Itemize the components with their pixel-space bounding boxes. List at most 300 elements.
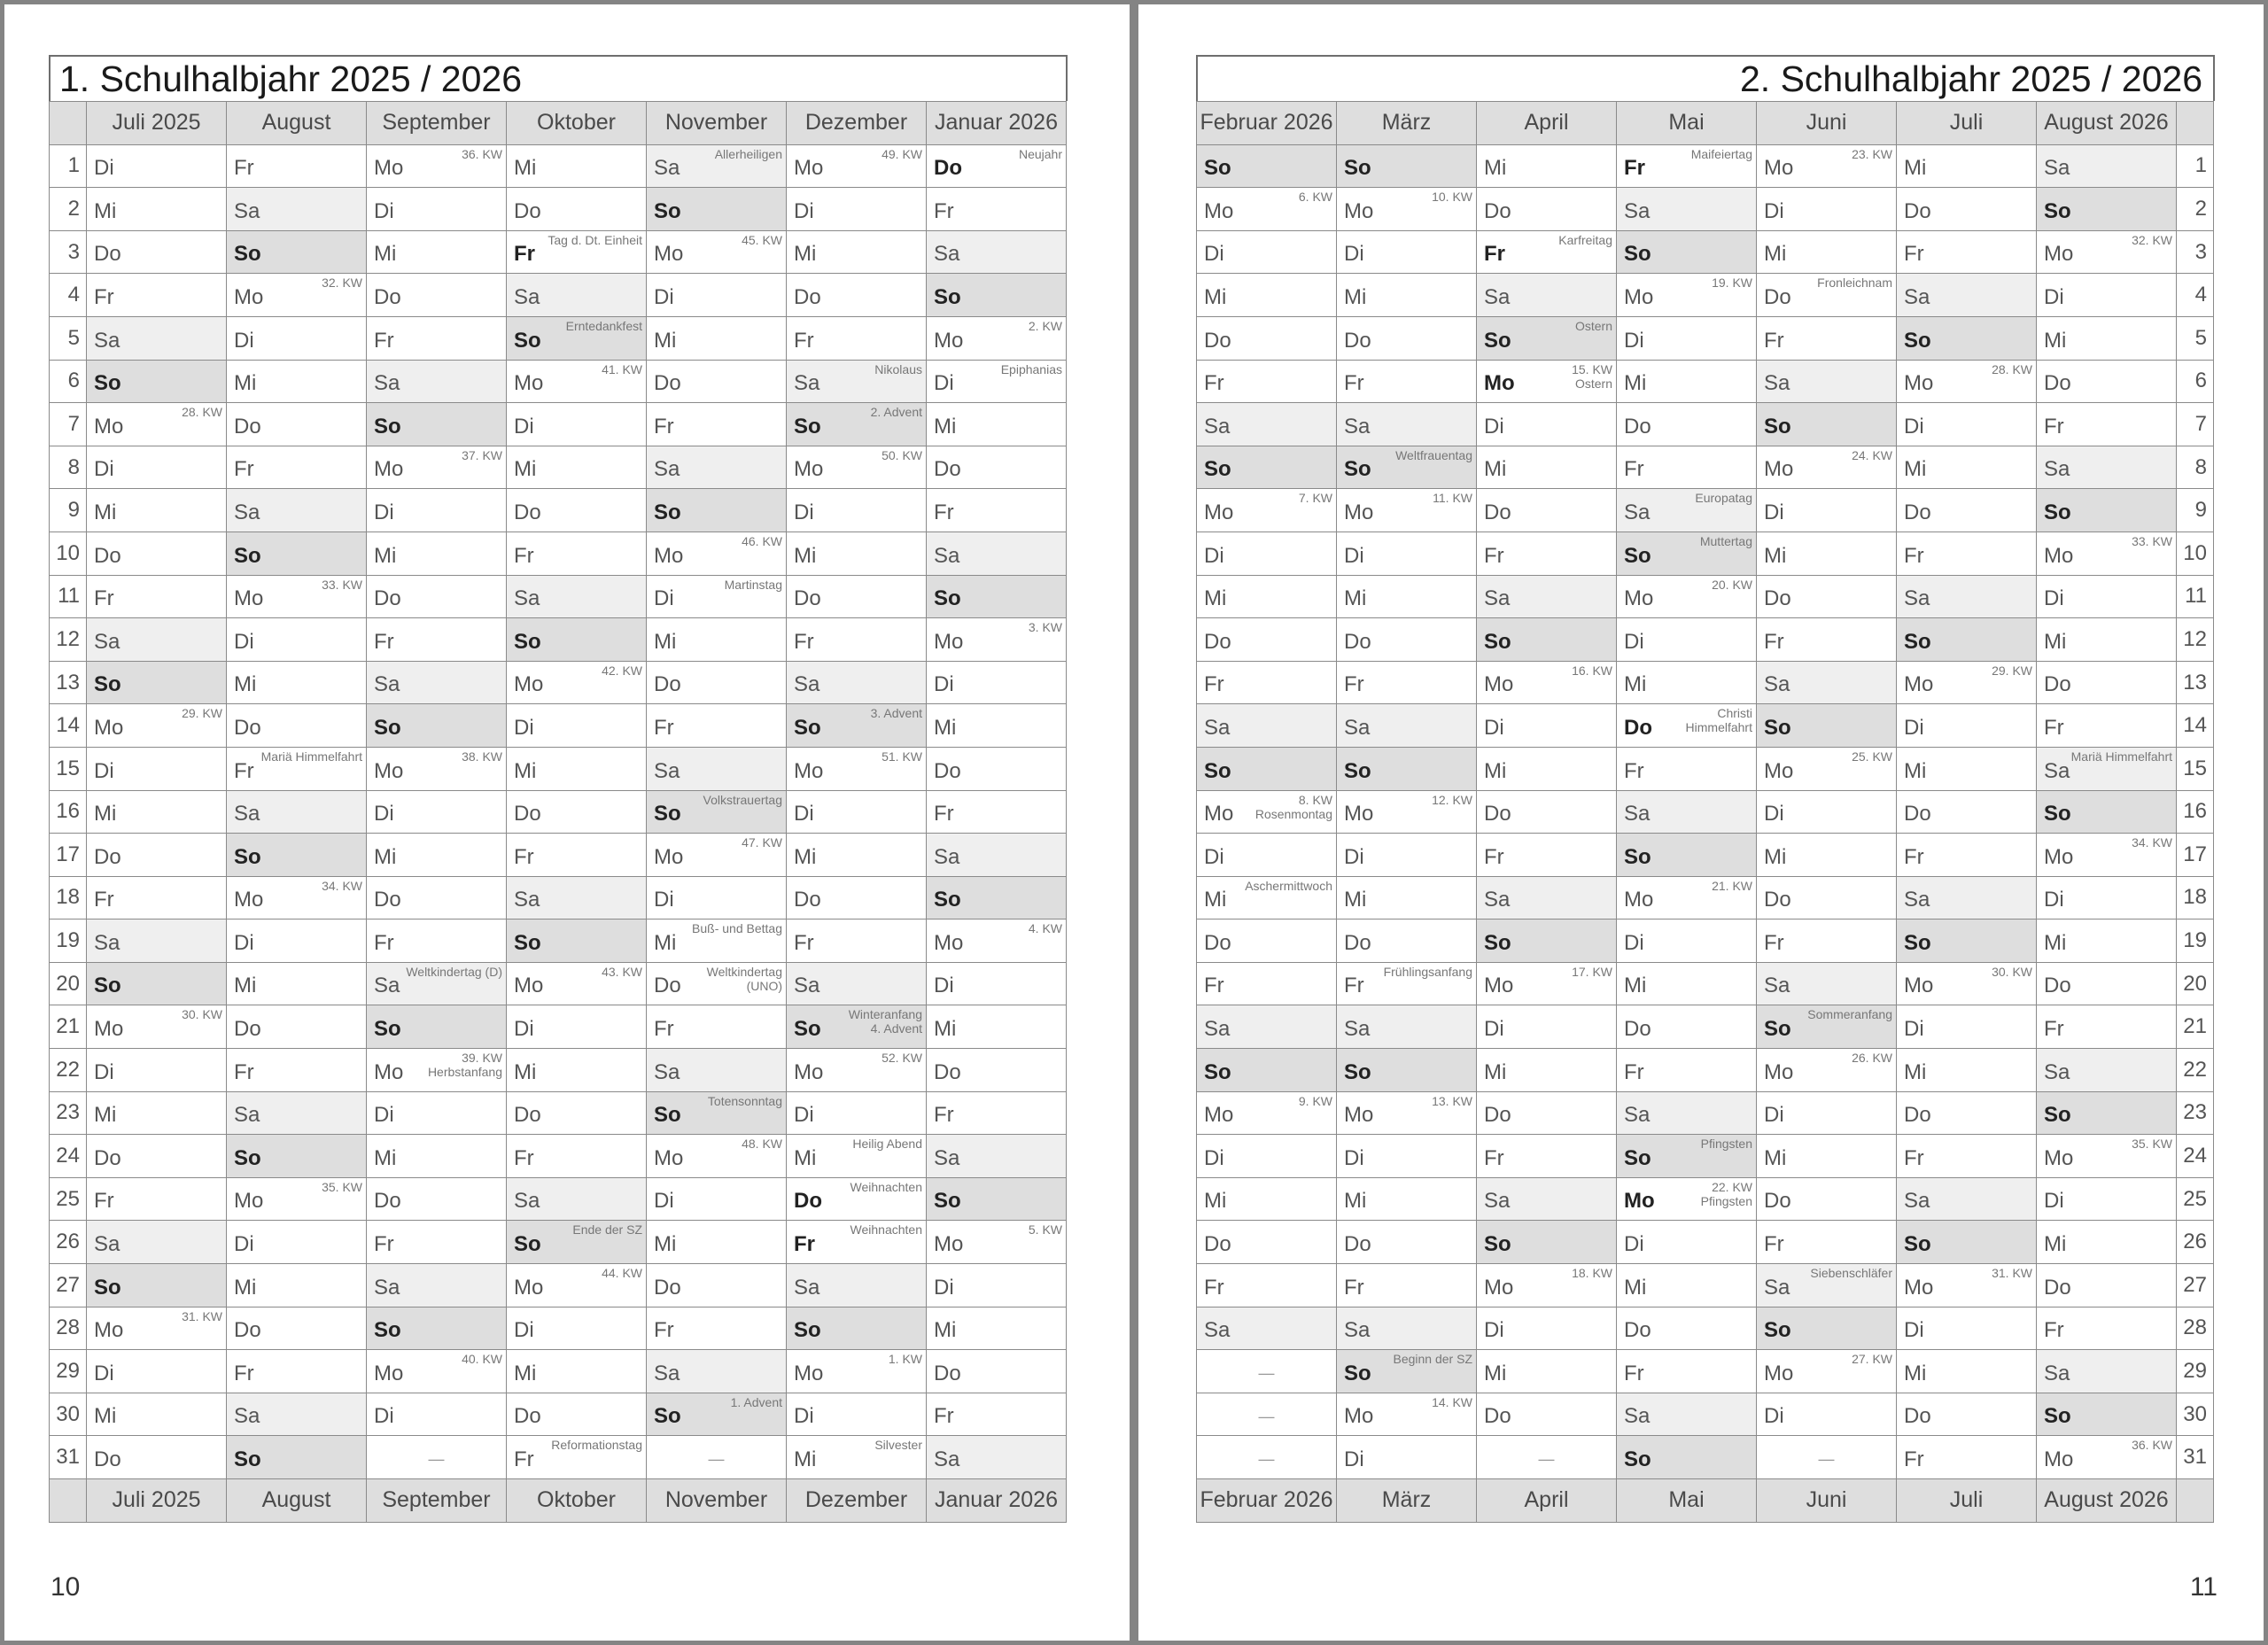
calendar-day-cell — [927, 1221, 1067, 1264]
weekday-label: Mi — [234, 371, 257, 396]
weekday-label: Do — [1484, 198, 1511, 223]
weekday-label: Sa — [794, 1275, 820, 1300]
weekday-label: Do — [1904, 198, 1931, 223]
weekday-label: Fr — [1484, 1145, 1504, 1170]
day-annotation: 51. KW — [882, 749, 922, 764]
weekday-label: Mo — [1204, 802, 1234, 826]
calendar-day-cell — [87, 1135, 227, 1178]
calendar-day-cell — [647, 1221, 787, 1264]
day-row — [1197, 274, 2214, 317]
calendar-day-cell — [927, 876, 1067, 919]
calendar-day-cell — [87, 1350, 227, 1393]
calendar-day-cell — [1757, 1221, 1897, 1264]
calendar-day-cell — [367, 834, 507, 877]
weekday-label: Fr — [1204, 1275, 1224, 1300]
weekday-label: Sa — [514, 888, 540, 912]
calendar-day-cell — [367, 919, 507, 963]
calendar-day-cell — [227, 1221, 367, 1264]
calendar-day-cell — [507, 316, 647, 360]
day-number: 15 — [50, 747, 87, 790]
calendar-day-cell — [1197, 1091, 1337, 1135]
calendar-day-cell — [227, 316, 367, 360]
calendar-day-cell — [2037, 919, 2177, 963]
calendar-day-cell — [1897, 1307, 2037, 1350]
day-annotation: 21. KW — [1712, 878, 1752, 893]
weekday-label: Sa — [94, 328, 120, 353]
day-number: 30 — [2177, 1393, 2214, 1436]
day-row — [50, 489, 1067, 532]
calendar-day-cell — [1757, 489, 1897, 532]
weekday-label: So — [1344, 1059, 1371, 1084]
weekday-label: Sa — [374, 974, 400, 998]
day-annotation: Siebenschläfer — [1810, 1266, 1892, 1281]
weekday-label: So — [654, 198, 681, 223]
calendar-day-cell — [2037, 661, 2177, 704]
day-annotation: 35. KW — [322, 1179, 362, 1194]
weekday-label: Sa — [1204, 1318, 1231, 1343]
weekday-label: Fr — [1624, 758, 1644, 783]
weekday-label: Sa — [234, 500, 260, 524]
weekday-label: Mi — [234, 672, 257, 697]
calendar-day-cell — [87, 230, 227, 274]
day-row — [50, 1049, 1067, 1092]
calendar-day-cell — [1477, 661, 1617, 704]
day-row — [50, 316, 1067, 360]
weekday-label: Do — [1204, 328, 1231, 353]
calendar-day-cell — [1757, 962, 1897, 1005]
weekday-label: Di — [1764, 500, 1784, 524]
day-row — [50, 1350, 1067, 1393]
weekday-label: Sa — [654, 758, 680, 783]
weekday-label: Do — [934, 1361, 961, 1385]
day-row — [50, 618, 1067, 662]
day-row — [1197, 1177, 2214, 1221]
weekday-label: So — [1344, 457, 1371, 482]
day-annotation: 41. KW — [602, 361, 642, 376]
day-row — [1197, 834, 2214, 877]
calendar-day-cell — [1757, 618, 1897, 662]
calendar-day-cell — [1337, 1264, 1477, 1307]
weekday-label: Fr — [934, 198, 954, 223]
empty-day-marker: — — [1258, 1364, 1275, 1383]
calendar-day-cell — [1617, 790, 1757, 834]
day-row — [50, 962, 1067, 1005]
weekday-label: Sa — [374, 371, 400, 396]
calendar-day-cell — [367, 489, 507, 532]
day-annotation: Pfingsten — [1700, 1137, 1752, 1152]
calendar-day-cell — [1617, 1264, 1757, 1307]
empty-day-marker: — — [708, 1450, 725, 1469]
day-number: 13 — [50, 661, 87, 704]
day-annotation: 2. KW — [1028, 318, 1062, 333]
calendar-day-cell — [1337, 1049, 1477, 1092]
calendar-day-cell — [1477, 360, 1617, 403]
weekday-label: Sa — [1344, 1318, 1371, 1343]
weekday-label: So — [1484, 629, 1511, 654]
calendar-day-cell — [1617, 575, 1757, 618]
weekday-label: Di — [1484, 1318, 1504, 1343]
weekday-label: So — [794, 414, 821, 438]
weekday-label: Do — [1764, 284, 1791, 309]
day-annotation: 28. KW — [182, 405, 222, 420]
weekday-label: Di — [654, 284, 674, 309]
calendar-day-cell — [1477, 316, 1617, 360]
calendar-day-cell — [1477, 919, 1617, 963]
day-number: 16 — [50, 790, 87, 834]
day-annotation: Buß- und Bettag — [692, 921, 782, 936]
calendar-day-cell — [507, 1436, 647, 1479]
calendar-day-cell — [2037, 790, 2177, 834]
calendar-day-cell — [507, 1307, 647, 1350]
weekday-label: Mo — [654, 543, 684, 568]
month-header: April — [1477, 102, 1617, 145]
calendar-day-cell — [1477, 144, 1617, 188]
day-row — [1197, 360, 2214, 403]
weekday-label: Do — [2044, 1275, 2071, 1300]
day-annotation: 1. KW — [888, 1352, 922, 1367]
weekday-label: Sa — [1624, 500, 1651, 524]
weekday-label: Mi — [1204, 586, 1227, 611]
month-header: Januar 2026 — [927, 1479, 1067, 1523]
calendar-day-cell — [227, 360, 367, 403]
calendar-day-cell — [1337, 704, 1477, 748]
weekday-label: Mi — [654, 629, 677, 654]
day-annotation: 29. KW — [1992, 663, 2032, 678]
day-number: 19 — [50, 919, 87, 963]
calendar-day-cell — [2037, 1005, 2177, 1049]
weekday-label: Mo — [514, 974, 544, 998]
calendar-day-cell — [787, 1091, 927, 1135]
day-annotation: Ostern — [1574, 318, 1612, 333]
day-number: 1 — [50, 144, 87, 188]
calendar-day-cell — [1897, 1049, 2037, 1092]
weekday-label: Do — [514, 500, 541, 524]
calendar-day-cell — [367, 144, 507, 188]
day-annotation: Ende der SZ — [572, 1222, 642, 1238]
weekday-label: Fr — [374, 1232, 394, 1257]
calendar-day-cell — [1617, 834, 1757, 877]
day-annotation: Europatag — [1695, 491, 1752, 506]
weekday-label: Mi — [514, 758, 537, 783]
calendar-day-cell — [647, 704, 787, 748]
day-row — [50, 919, 1067, 963]
day-number: 14 — [50, 704, 87, 748]
calendar-day-cell — [1337, 1436, 1477, 1479]
calendar-day-cell — [1477, 188, 1617, 231]
weekday-label: Di — [934, 974, 954, 998]
calendar-day-cell — [1897, 747, 2037, 790]
calendar-day-cell — [1897, 790, 2037, 834]
calendar-day-cell — [927, 144, 1067, 188]
day-annotation: 29. KW — [182, 706, 222, 721]
weekday-label: Sa — [514, 284, 540, 309]
calendar-day-cell — [787, 446, 927, 489]
weekday-label: Di — [654, 1189, 674, 1214]
calendar-day-cell — [1897, 360, 2037, 403]
weekday-label: Mi — [1484, 457, 1507, 482]
day-annotation: Mariä Himmelfahrt — [2070, 749, 2172, 764]
day-annotation: 32. KW — [2132, 232, 2172, 247]
weekday-label: Mi — [794, 844, 817, 869]
calendar-day-cell — [2037, 360, 2177, 403]
weekday-label: Mo — [1764, 1361, 1794, 1385]
weekday-label: Di — [94, 1361, 114, 1385]
day-row — [50, 704, 1067, 748]
calendar-day-cell — [2037, 316, 2177, 360]
calendar-day-cell — [1337, 790, 1477, 834]
weekday-label: Mi — [514, 156, 537, 181]
weekday-label: Do — [1484, 1103, 1511, 1128]
day-row — [50, 790, 1067, 834]
weekday-label: Do — [934, 457, 961, 482]
weekday-label: Mi — [1764, 543, 1787, 568]
day-row — [50, 834, 1067, 877]
weekday-label: So — [374, 1017, 401, 1042]
weekday-label: Di — [1204, 543, 1224, 568]
weekday-label: Mi — [1624, 371, 1647, 396]
weekday-label: Fr — [1904, 242, 1924, 267]
day-number: 31 — [2177, 1436, 2214, 1479]
weekday-label: Mi — [1904, 156, 1927, 181]
weekday-label: Sa — [1904, 888, 1930, 912]
calendar-day-cell — [787, 1436, 927, 1479]
day-number: 29 — [2177, 1350, 2214, 1393]
weekday-label: Sa — [1904, 586, 1930, 611]
calendar-day-cell — [1337, 747, 1477, 790]
weekday-label: Mi — [1764, 1145, 1787, 1170]
weekday-label: Sa — [654, 156, 680, 181]
weekday-label: Di — [934, 371, 954, 396]
weekday-label: So — [1904, 1232, 1931, 1257]
calendar-day-cell — [227, 704, 367, 748]
weekday-label: So — [2044, 198, 2071, 223]
calendar-day-cell — [87, 876, 227, 919]
calendar-day-cell — [1897, 704, 2037, 748]
calendar-day-cell — [87, 1005, 227, 1049]
empty-day-marker: — — [1538, 1450, 1555, 1469]
calendar-day-cell — [227, 188, 367, 231]
weekday-label: Mo — [514, 371, 544, 396]
weekday-label: Mi — [1204, 284, 1227, 309]
weekday-label: So — [2044, 500, 2071, 524]
calendar-day-cell — [1337, 834, 1477, 877]
weekday-label: Do — [654, 974, 681, 998]
calendar-day-cell — [787, 1264, 927, 1307]
weekday-label: Do — [1904, 1404, 1931, 1429]
weekday-label: Fr — [374, 930, 394, 955]
day-annotation: 19. KW — [1712, 275, 1752, 291]
weekday-label: Do — [1344, 328, 1371, 353]
calendar-day-cell — [1477, 962, 1617, 1005]
day-row — [50, 1436, 1067, 1479]
weekday-label: Sa — [1764, 672, 1790, 697]
calendar-day-cell — [367, 316, 507, 360]
calendar-day-cell — [1197, 575, 1337, 618]
calendar-day-cell — [1337, 1091, 1477, 1135]
weekday-label: Mo — [234, 586, 264, 611]
calendar-day-cell — [1757, 575, 1897, 618]
weekday-label: Fr — [234, 1059, 254, 1084]
calendar-day-cell — [647, 962, 787, 1005]
calendar-day-cell — [1197, 188, 1337, 231]
calendar-day-cell — [227, 1307, 367, 1350]
calendar-day-cell — [227, 1049, 367, 1092]
calendar-day-cell — [227, 790, 367, 834]
day-annotation: 28. KW — [1992, 361, 2032, 376]
calendar-day-cell — [1477, 1307, 1617, 1350]
weekday-label: Sa — [2044, 1059, 2070, 1084]
month-header: Juni — [1757, 102, 1897, 145]
weekday-label: So — [1484, 1232, 1511, 1257]
calendar-day-cell — [227, 446, 367, 489]
weekday-label: Sa — [934, 1145, 960, 1170]
weekday-label: Do — [1764, 1189, 1791, 1214]
weekday-label: Di — [1624, 328, 1644, 353]
weekday-label: Mi — [1764, 242, 1787, 267]
day-annotation: Allerheiligen — [714, 146, 782, 161]
calendar-day-cell — [367, 747, 507, 790]
calendar-day-cell — [2037, 1264, 2177, 1307]
weekday-label: Di — [2044, 586, 2064, 611]
day-annotation: 13. KW — [1432, 1093, 1472, 1108]
weekday-label: Do — [234, 1318, 261, 1343]
calendar-day-cell — [1897, 575, 2037, 618]
calendar-day-cell — [367, 1135, 507, 1178]
weekday-label: Di — [1484, 414, 1504, 438]
calendar-day-cell — [1757, 1049, 1897, 1092]
calendar-day-cell — [1897, 1005, 2037, 1049]
calendar-day-cell — [647, 747, 787, 790]
month-header-row — [1197, 102, 2214, 145]
calendar-day-cell — [227, 230, 367, 274]
day-number: 11 — [2177, 575, 2214, 618]
calendar-day-cell — [1897, 316, 2037, 360]
weekday-label: Di — [374, 500, 394, 524]
calendar-day-cell — [87, 274, 227, 317]
weekday-label: Do — [2044, 974, 2071, 998]
weekday-label: Di — [514, 715, 534, 740]
day-number: 22 — [50, 1049, 87, 1092]
day-annotation: 39. KW Herbstanfang — [427, 1051, 502, 1080]
weekday-label: Di — [1344, 242, 1364, 267]
calendar-day-cell — [927, 1393, 1067, 1436]
weekday-label: Di — [1624, 930, 1644, 955]
weekday-label: Do — [514, 198, 541, 223]
calendar-day-cell — [1197, 1049, 1337, 1092]
day-row — [1197, 1049, 2214, 1092]
weekday-label: Mi — [1904, 1059, 1927, 1084]
weekday-label: Mi — [1624, 1275, 1647, 1300]
calendar-day-cell — [507, 962, 647, 1005]
calendar-day-cell — [787, 1307, 927, 1350]
month-header: August — [227, 1479, 367, 1523]
calendar-day-cell — [1477, 1177, 1617, 1221]
calendar-day-cell — [2037, 489, 2177, 532]
weekday-label: Di — [1204, 1145, 1224, 1170]
calendar-day-cell — [1897, 876, 2037, 919]
weekday-label: Mi — [1904, 1361, 1927, 1385]
calendar-day-cell — [1477, 876, 1617, 919]
calendar-day-cell — [1337, 1005, 1477, 1049]
calendar-day-cell — [787, 532, 927, 575]
calendar-day-cell — [1757, 790, 1897, 834]
weekday-label: Mo — [794, 758, 824, 783]
calendar-day-cell — [787, 661, 927, 704]
weekday-label: Fr — [514, 1447, 534, 1471]
calendar-day-cell — [227, 144, 367, 188]
weekday-label: Fr — [94, 284, 114, 309]
weekday-label: So — [1904, 328, 1931, 353]
calendar-day-cell — [927, 747, 1067, 790]
calendar-day-cell — [507, 188, 647, 231]
weekday-label: Fr — [794, 1232, 815, 1257]
weekday-label: Do — [794, 586, 821, 611]
weekday-label: Sa — [1764, 974, 1790, 998]
weekday-label: Di — [1764, 802, 1784, 826]
weekday-label: Mi — [934, 1318, 957, 1343]
weekday-label: Mo — [2044, 242, 2074, 267]
weekday-label: Fr — [514, 242, 535, 267]
day-number: 24 — [50, 1135, 87, 1178]
calendar-day-cell — [507, 403, 647, 446]
calendar-day-cell — [647, 575, 787, 618]
weekday-label: Sa — [1904, 284, 1930, 309]
calendar-day-cell — [87, 403, 227, 446]
weekday-label: Mo — [374, 156, 404, 181]
weekday-label: Do — [794, 888, 821, 912]
day-number: 10 — [50, 532, 87, 575]
day-row — [1197, 1221, 2214, 1264]
calendar-day-cell — [1197, 489, 1337, 532]
calendar-day-cell — [87, 962, 227, 1005]
day-number: 23 — [2177, 1091, 2214, 1135]
page-title: 1. Schulhalbjahr 2025 / 2026 — [49, 55, 1068, 101]
calendar-day-cell — [227, 1091, 367, 1135]
weekday-label: Do — [1764, 888, 1791, 912]
day-number: 24 — [2177, 1135, 2214, 1178]
day-annotation: 26. KW — [1852, 1051, 1892, 1066]
weekday-label: Sa — [794, 371, 820, 396]
weekday-label: Do — [514, 1404, 541, 1429]
day-row — [1197, 446, 2214, 489]
weekday-label: Sa — [514, 1189, 540, 1214]
weekday-label: So — [1624, 543, 1651, 568]
day-row — [1197, 188, 2214, 231]
weekday-label: Do — [2044, 371, 2071, 396]
weekday-label: Fr — [94, 1189, 114, 1214]
calendar-day-cell — [1757, 1177, 1897, 1221]
calendar-day-cell — [787, 962, 927, 1005]
calendar-day-cell — [1477, 1135, 1617, 1178]
weekday-label: Fr — [1204, 371, 1224, 396]
month-header: Oktober — [507, 102, 647, 145]
weekday-label: Fr — [1344, 1275, 1364, 1300]
day-row — [1197, 1350, 2214, 1393]
calendar-day-cell — [367, 403, 507, 446]
weekday-label: Mo — [374, 457, 404, 482]
day-row — [1197, 1091, 2214, 1135]
weekday-label: Mo — [94, 715, 124, 740]
weekday-label: Mi — [1204, 1189, 1227, 1214]
weekday-label: Mi — [2044, 629, 2067, 654]
weekday-label: So — [234, 1447, 261, 1471]
calendar-day-cell — [927, 575, 1067, 618]
day-row — [1197, 230, 2214, 274]
calendar-day-cell — [367, 1393, 507, 1436]
calendar-day-cell — [1197, 876, 1337, 919]
weekday-label: Mi — [1764, 844, 1787, 869]
day-annotation: Mariä Himmelfahrt — [260, 749, 362, 764]
